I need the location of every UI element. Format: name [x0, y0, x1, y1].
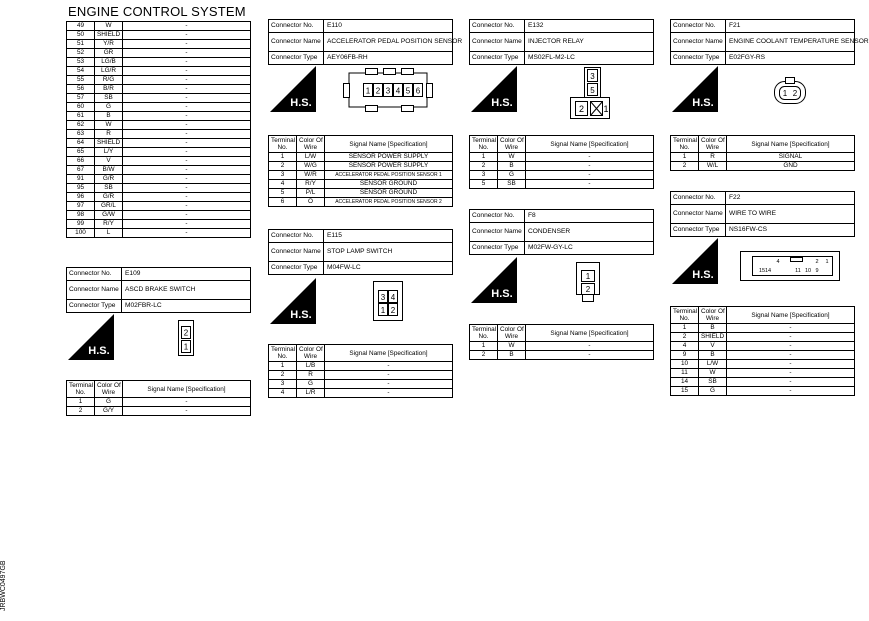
terminal-cell: 5: [470, 180, 498, 189]
table-row: [269, 153, 453, 162]
terminal-cell: 6: [269, 198, 297, 207]
wire-color-cell: R/G: [95, 76, 123, 85]
f22-connector-info: Connector No. F22 Connector Name WIRE TO WIRE Connector Type NS16FW-CS: [670, 191, 855, 237]
table-row: [67, 103, 251, 112]
table-row: [67, 139, 251, 148]
e109-connector-face: [178, 320, 194, 361]
terminal-cell: 60: [67, 103, 95, 112]
wire-color-cell: L/W: [699, 360, 727, 369]
wire-color-cell: SB: [498, 180, 526, 189]
terminal-cell: 62: [67, 121, 95, 130]
terminal-cell: 67: [67, 166, 95, 175]
e110-connector-info: Connector No. E110 Connector Name ACCELERATOR PEDAL POSITION SENSOR Connector Type AEY06FB-RH: [268, 19, 453, 65]
table-row: [470, 162, 654, 171]
connector-type-value: M02FBR-LC: [122, 300, 251, 313]
terminal-cell: 50: [67, 31, 95, 40]
pin-label: 5: [405, 86, 411, 96]
table-row: [671, 342, 855, 351]
pin-label: 11: [795, 268, 801, 274]
signal-cell: SENSOR GROUND: [325, 180, 453, 189]
connector-no-value: E109: [122, 268, 251, 281]
wire-color-cell: SHIELD: [699, 333, 727, 342]
terminal-cell: 3: [269, 171, 297, 180]
pin-label: 2: [375, 86, 381, 96]
signal-cell: -: [123, 49, 251, 58]
signal-cell: -: [123, 58, 251, 67]
table-row: [67, 31, 251, 40]
hs-triangle-icon: [471, 257, 517, 303]
terminal-cell: 1: [67, 398, 95, 407]
signal-cell: -: [123, 157, 251, 166]
wire-color-cell: LG/R: [95, 67, 123, 76]
pin-label: 15: [758, 268, 766, 274]
terminal-cell: 2: [67, 407, 95, 416]
terminal-cell: 1: [269, 153, 297, 162]
terminal-cell: 1: [671, 153, 699, 162]
pin-label: 2: [390, 306, 396, 315]
table-row: [470, 180, 654, 189]
terminal-cell: 54: [67, 67, 95, 76]
terminal-cell: 64: [67, 139, 95, 148]
terminal-cell: 99: [67, 220, 95, 229]
terminal-cell: 10: [671, 360, 699, 369]
terminal-cell: 15: [671, 387, 699, 396]
table-row: [67, 85, 251, 94]
table-row: [67, 184, 251, 193]
wire-color-cell: R: [699, 153, 727, 162]
pin-label: 4: [776, 259, 780, 265]
terminal-cell: 96: [67, 193, 95, 202]
signal-cell: -: [123, 85, 251, 94]
table-row: [671, 351, 855, 360]
signal-cell: SENSOR POWER SUPPLY: [325, 153, 453, 162]
pin-label: 2: [183, 328, 189, 338]
wire-color-cell: W: [498, 153, 526, 162]
signal-cell: -: [727, 369, 855, 378]
terminal-cell: 2: [671, 333, 699, 342]
e132-connector-face: [570, 67, 610, 124]
wire-color-cell: G/R: [95, 193, 123, 202]
signal-cell: -: [325, 371, 453, 380]
table-row: [67, 193, 251, 202]
wire-color-cell: G: [498, 171, 526, 180]
wire-color-cell: W: [95, 121, 123, 130]
terminal-cell: 3: [269, 380, 297, 389]
wire-color-cell: W/R: [297, 171, 325, 180]
table-row: [671, 387, 855, 396]
signal-cell: SIGNAL: [727, 153, 855, 162]
wire-color-cell: R: [297, 371, 325, 380]
terminal-cell: 56: [67, 85, 95, 94]
e109-connector-info: [66, 267, 251, 313]
pin-label: 4: [390, 293, 396, 302]
terminal-cell: 61: [67, 112, 95, 121]
wire-color-cell: V: [699, 342, 727, 351]
pin-label: 5: [590, 86, 595, 95]
connector-name-label: Connector Name: [67, 281, 122, 300]
wire-color-cell: Y/R: [95, 40, 123, 49]
hs-triangle-icon: [68, 314, 114, 360]
e115-terminal-table: Terminal No. Color Of Wire Signal Name [Specification] 1 L/B - 2 R - 3 G - 4 L/R -: [268, 344, 453, 398]
signal-cell: -: [526, 351, 654, 360]
table-row: [67, 398, 251, 407]
terminal-cell: 63: [67, 130, 95, 139]
wire-color-cell: W: [498, 342, 526, 351]
signal-cell: -: [526, 180, 654, 189]
terminal-cell: 66: [67, 157, 95, 166]
signal-cell: -: [123, 94, 251, 103]
signal-cell: -: [123, 67, 251, 76]
pin-label: 3: [590, 72, 595, 81]
signal-cell: -: [123, 175, 251, 184]
terminal-cell: 57: [67, 94, 95, 103]
wire-color-cell: V: [95, 157, 123, 166]
hs-label: H.S.: [88, 345, 110, 357]
hs-triangle-icon: [270, 278, 316, 324]
e132-connector-info: Connector No. E132 Connector Name INJECTOR RELAY Connector Type MS02FL-M2-LC: [469, 19, 654, 65]
signal-cell: SENSOR GROUND: [325, 189, 453, 198]
terminal-cell: 9: [671, 351, 699, 360]
e110-terminal-table: Terminal No. Color Of Wire Signal Name [Specification] 1 L/W SENSOR POWER SUPPLY 2 W/G SENSOR POWER SUPPLY 3 W/R ACCELERATOR PEDAL POSITION SENSOR 1 4 R/Y SENSOR GROUND 5 P/L SENSOR GROUND 6 O ACCELERATOR PEDAL POSITION SENSOR 2: [268, 135, 453, 207]
signal-cell: ACCELERATOR PEDAL POSITION SENSOR 2: [325, 198, 453, 207]
hs-label: H.S.: [491, 288, 513, 300]
table-row: [67, 407, 251, 416]
table-row: [67, 166, 251, 175]
terminal-cell: 51: [67, 40, 95, 49]
signal-cell: -: [123, 184, 251, 193]
pin-label: 6: [415, 86, 421, 96]
wire-color-cell: SB: [95, 94, 123, 103]
table-row: [67, 58, 251, 67]
terminal-cell: 52: [67, 49, 95, 58]
table-row: [671, 162, 855, 171]
f8-terminal-table: Terminal No. Color Of Wire Signal Name [Specification] 1 W - 2 B -: [469, 324, 654, 360]
signal-cell: -: [325, 380, 453, 389]
hs-label: H.S.: [290, 309, 312, 321]
signal-cell: -: [727, 351, 855, 360]
f21-terminal-table: Terminal No. Color Of Wire Signal Name [Specification] 1 R SIGNAL 2 W/L GND: [670, 135, 855, 171]
pin-label: 2: [815, 259, 819, 265]
table-row: [269, 362, 453, 371]
e109-terminal-table: Terminal No. Color Of Wire Signal Name [Specification] 1 G - 2 G/Y -: [66, 380, 251, 416]
terminal-cell: 55: [67, 76, 95, 85]
table-row: [67, 112, 251, 121]
pin-label: 2: [578, 104, 585, 114]
signal-cell: SENSOR POWER SUPPLY: [325, 162, 453, 171]
pin-label: 2: [792, 89, 798, 98]
table-row: [470, 342, 654, 351]
table-row: [470, 351, 654, 360]
wire-color-cell: O: [297, 198, 325, 207]
table-row: [67, 76, 251, 85]
table-row: [67, 148, 251, 157]
wire-color-cell: W/L: [699, 162, 727, 171]
signal-cell: -: [123, 76, 251, 85]
terminal-cell: 2: [470, 351, 498, 360]
table-row: [671, 324, 855, 333]
terminal-cell: 49: [67, 22, 95, 31]
table-row: [269, 162, 453, 171]
pin-label: 1: [183, 342, 189, 352]
wire-color-cell: B: [699, 351, 727, 360]
terminal-cell: 14: [671, 378, 699, 387]
terminal-cell: 4: [671, 342, 699, 351]
terminal-cell: 2: [269, 162, 297, 171]
table-row: [671, 153, 855, 162]
terminal-cell: 1: [470, 153, 498, 162]
signal-cell: -: [123, 220, 251, 229]
wire-color-cell: W: [699, 369, 727, 378]
terminal-cell: 91: [67, 175, 95, 184]
wire-color-cell: SHIELD: [95, 31, 123, 40]
pin-label: 4: [395, 86, 401, 96]
terminal-cell: 65: [67, 148, 95, 157]
wire-color-cell: SHIELD: [95, 139, 123, 148]
f22-terminal-table: Terminal No. Color Of Wire Signal Name [Specification] 1 B - 2 SHIELD - 4 V - 9 B - 10 L/W - 11 W - 14 SB - 15 G -: [670, 306, 855, 396]
table-row: [67, 175, 251, 184]
table-row: [67, 220, 251, 229]
signal-cell: -: [727, 333, 855, 342]
hs-triangle-icon: [270, 66, 316, 112]
wire-color-cell: L/R: [297, 389, 325, 398]
wire-color-cell: G: [699, 387, 727, 396]
pin-label: 1: [603, 104, 609, 114]
signal-cell: -: [123, 22, 251, 31]
wire-color-cell: LG/B: [95, 58, 123, 67]
wire-color-cell: P/L: [297, 189, 325, 198]
e115-connector-face: [373, 281, 403, 326]
wire-color-cell: L: [95, 229, 123, 238]
hs-triangle-icon: [672, 238, 718, 284]
pin-label: 1: [825, 259, 829, 265]
table-row: [269, 198, 453, 207]
terminal-cell: 2: [470, 162, 498, 171]
table-row: [67, 22, 251, 31]
table-row: [67, 94, 251, 103]
pin-label: 10: [804, 268, 812, 274]
table-row: [67, 130, 251, 139]
signal-cell: ACCELERATOR PEDAL POSITION SENSOR 1: [325, 171, 453, 180]
terminal-cell: 2: [671, 162, 699, 171]
pin-label: 1: [782, 89, 788, 98]
hs-label: H.S.: [491, 97, 513, 109]
table-row: [671, 378, 855, 387]
signal-cell: -: [727, 378, 855, 387]
pin-label: 9: [815, 268, 819, 274]
table-row: [269, 371, 453, 380]
pin-label: 3: [380, 293, 386, 302]
signal-cell: -: [123, 202, 251, 211]
e110-connector-face: [343, 67, 433, 118]
table-row: [671, 360, 855, 369]
terminal-cell: 98: [67, 211, 95, 220]
e132-terminal-table: Terminal No. Color Of Wire Signal Name [Specification] 1 W - 2 B - 3 G - 5 SB -: [469, 135, 654, 189]
signal-cell: -: [123, 121, 251, 130]
f21-connector-face: [774, 76, 806, 111]
hs-label: H.S.: [692, 97, 714, 109]
wire-color-cell: W/G: [297, 162, 325, 171]
signal-cell: -: [123, 193, 251, 202]
terminal-cell: 11: [671, 369, 699, 378]
signal-cell: GND: [727, 162, 855, 171]
wire-color-cell: B/R: [95, 85, 123, 94]
wire-color-cell: L/W: [297, 153, 325, 162]
wire-color-cell: R/Y: [95, 220, 123, 229]
pin-label: 3: [385, 86, 391, 96]
terminal-cell: 3: [470, 171, 498, 180]
pin-label: 1: [365, 86, 371, 96]
wire-color-cell: W: [95, 22, 123, 31]
page-title: ENGINE CONTROL SYSTEM: [68, 4, 246, 19]
wire-color-cell: R/Y: [297, 180, 325, 189]
terminal-cell: 2: [269, 371, 297, 380]
signal-cell: -: [123, 407, 251, 416]
f8-connector-info: Connector No. F8 Connector Name CONDENSER Connector Type M02FW-GY-LC: [469, 209, 654, 255]
table-row: [269, 171, 453, 180]
hs-triangle-icon: [471, 66, 517, 112]
signal-cell: -: [123, 103, 251, 112]
connector-no-label: Connector No.: [67, 268, 122, 281]
signal-cell: -: [123, 31, 251, 40]
terminal-cell: 1: [470, 342, 498, 351]
terminal-cell: 97: [67, 202, 95, 211]
signal-cell: -: [123, 139, 251, 148]
signal-cell: -: [123, 398, 251, 407]
pin-label: 1: [585, 272, 591, 281]
signal-cell: -: [526, 342, 654, 351]
signal-cell: -: [325, 362, 453, 371]
table-row: [269, 180, 453, 189]
table-row: [67, 49, 251, 58]
wire-color-cell: G: [297, 380, 325, 389]
wire-color-cell: B: [498, 162, 526, 171]
hs-label: H.S.: [692, 269, 714, 281]
top-terminal-table: [66, 21, 251, 238]
table-row: [67, 211, 251, 220]
wire-color-cell: B: [699, 324, 727, 333]
wire-color-cell: G: [95, 398, 123, 407]
terminal-cell: 1: [269, 362, 297, 371]
table-row: [671, 369, 855, 378]
signal-cell: -: [727, 324, 855, 333]
pin-label: 14: [764, 268, 772, 274]
pin-label: 2: [585, 285, 591, 294]
wire-color-cell: B: [95, 112, 123, 121]
hs-label: H.S.: [290, 97, 312, 109]
wire-color-cell: B/W: [95, 166, 123, 175]
wire-color-cell: R: [95, 130, 123, 139]
wire-color-cell: G/R: [95, 175, 123, 184]
signal-cell: -: [526, 162, 654, 171]
table-row: [269, 389, 453, 398]
terminal-cell: 4: [269, 389, 297, 398]
terminal-cell: 5: [269, 189, 297, 198]
signal-cell: -: [526, 153, 654, 162]
signal-cell: -: [123, 166, 251, 175]
wire-color-cell: SB: [699, 378, 727, 387]
wire-color-cell: GR/L: [95, 202, 123, 211]
signal-cell: -: [727, 342, 855, 351]
wire-color-cell: B: [498, 351, 526, 360]
f21-connector-info: Connector No. F21 Connector Name ENGINE COOLANT TEMPERATURE SENSOR Connector Type E02FGY-RS: [670, 19, 855, 65]
signal-cell: -: [325, 389, 453, 398]
signal-cell: -: [123, 130, 251, 139]
signal-cell: -: [123, 229, 251, 238]
table-row: [67, 40, 251, 49]
f22-connector-face: [740, 251, 840, 286]
table-row: [67, 157, 251, 166]
table-row: [67, 67, 251, 76]
connector-name-value: ASCD BRAKE SWITCH: [122, 281, 251, 300]
pin-label: 1: [380, 306, 386, 315]
signal-cell: -: [123, 112, 251, 121]
table-row: [67, 202, 251, 211]
hs-triangle-icon: [672, 66, 718, 112]
wire-color-cell: G/W: [95, 211, 123, 220]
wire-color-cell: L/Y: [95, 148, 123, 157]
wire-color-cell: G/Y: [95, 407, 123, 416]
connector-type-label: Connector Type: [67, 300, 122, 313]
table-row: [67, 229, 251, 238]
e115-connector-info: Connector No. E115 Connector Name STOP LAMP SWITCH Connector Type M04FW-LC: [268, 229, 453, 275]
signal-cell: -: [123, 148, 251, 157]
terminal-cell: 53: [67, 58, 95, 67]
signal-cell: -: [727, 360, 855, 369]
wire-color-cell: GR: [95, 49, 123, 58]
terminal-cell: 95: [67, 184, 95, 193]
signal-cell: -: [526, 171, 654, 180]
table-row: [470, 171, 654, 180]
document-code: JRBWC0497GB: [0, 560, 7, 612]
table-row: [671, 333, 855, 342]
table-row: [269, 189, 453, 198]
signal-cell: -: [123, 40, 251, 49]
f8-connector-face: [576, 262, 600, 307]
table-row: [67, 121, 251, 130]
table-row: [470, 153, 654, 162]
terminal-cell: 4: [269, 180, 297, 189]
wire-color-cell: G: [95, 103, 123, 112]
table-row: [269, 380, 453, 389]
wire-color-cell: L/B: [297, 362, 325, 371]
signal-cell: -: [123, 211, 251, 220]
signal-cell: -: [727, 387, 855, 396]
terminal-cell: 100: [67, 229, 95, 238]
wire-color-cell: SB: [95, 184, 123, 193]
terminal-cell: 1: [671, 324, 699, 333]
